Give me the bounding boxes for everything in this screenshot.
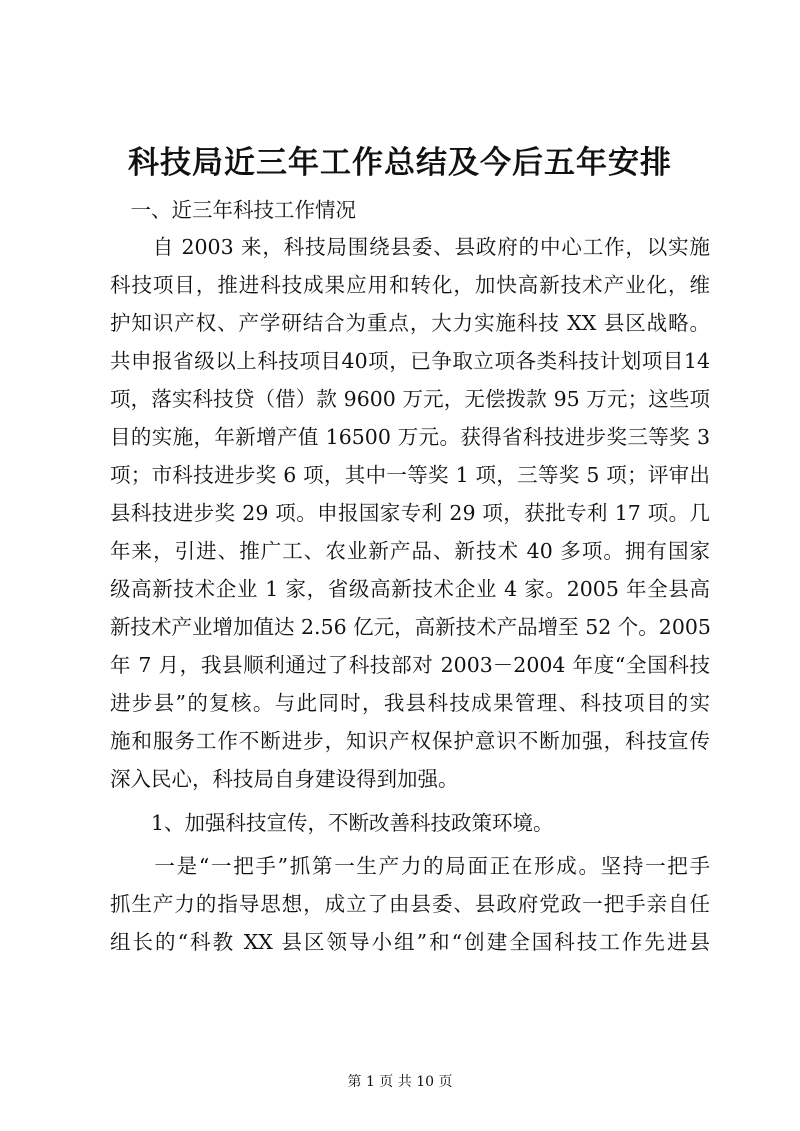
- paragraph-line: 深入民心，科技局自身建设得到加强。: [110, 767, 459, 791]
- paragraph-line: 组长的“科教 XX 县区领导小组”和“创建全国科技工作先进县: [110, 930, 710, 954]
- paragraph-line: 项，落实科技贷（借）款 9600 万元，无偿拨款 95 万元；这些项: [110, 387, 710, 411]
- paragraph-line: 护知识产权、产学研结合为重点，大力实施科技 XX 县区战略。: [110, 311, 710, 335]
- page-footer: 第 1 页 共 10 页: [347, 1074, 453, 1090]
- paragraph-line: 级高新技术企业 1 家，省级高新技术企业 4 家。2005 年全县高: [110, 577, 710, 601]
- paragraph-line: 共申报省级以上科技项目40项，已争取立项各类科技计划项目14: [110, 349, 710, 373]
- paragraph-line: 年来，引进、推广工、农业新产品、新技术 40 多项。拥有国家: [110, 539, 710, 563]
- subsection-heading: 1、加强科技宣传，不断改善科技政策环境。: [110, 811, 554, 835]
- paragraph-line: 科技项目，推进科技成果应用和转化，加快高新技术产业化，维: [110, 273, 710, 297]
- paragraph-line: 项；市科技进步奖 6 项，其中一等奖 1 项，三等奖 5 项；评审出: [110, 463, 710, 487]
- paragraph-line: 抓生产力的指导思想，成立了由县委、县政府党政一把手亲自任: [110, 892, 710, 916]
- section-heading: 一、近三年科技工作情况: [110, 198, 356, 222]
- paragraph-line: 目的实施，年新增产值 16500 万元。获得省科技进步奖三等奖 3: [110, 425, 710, 449]
- paragraph-line: 年 7 月，我县顺利通过了科技部对 2003－2004 年度“全国科技: [110, 653, 710, 677]
- paragraph-line: 一是“一把手”抓第一生产力的局面正在形成。坚持一把手: [110, 854, 710, 878]
- paragraph-line: 县科技进步奖 29 项。申报国家专利 29 项，获批专利 17 项。几: [110, 501, 710, 525]
- paragraph-line: 新技术产业增加值达 2.56 亿元，高新技术产品增至 52 个。2005: [110, 615, 711, 639]
- paragraph-line: 施和服务工作不断进步，知识产权保护意识不断加强，科技宣传: [110, 729, 710, 753]
- paragraph-line: 进步县”的复核。与此同时，我县科技成果管理、科技项目的实: [110, 691, 710, 715]
- paragraph-line: 自 2003 来，科技局围绕县委、县政府的中心工作，以实施: [110, 235, 710, 259]
- document-title: 科技局近三年工作总结及今后五年安排: [128, 145, 672, 181]
